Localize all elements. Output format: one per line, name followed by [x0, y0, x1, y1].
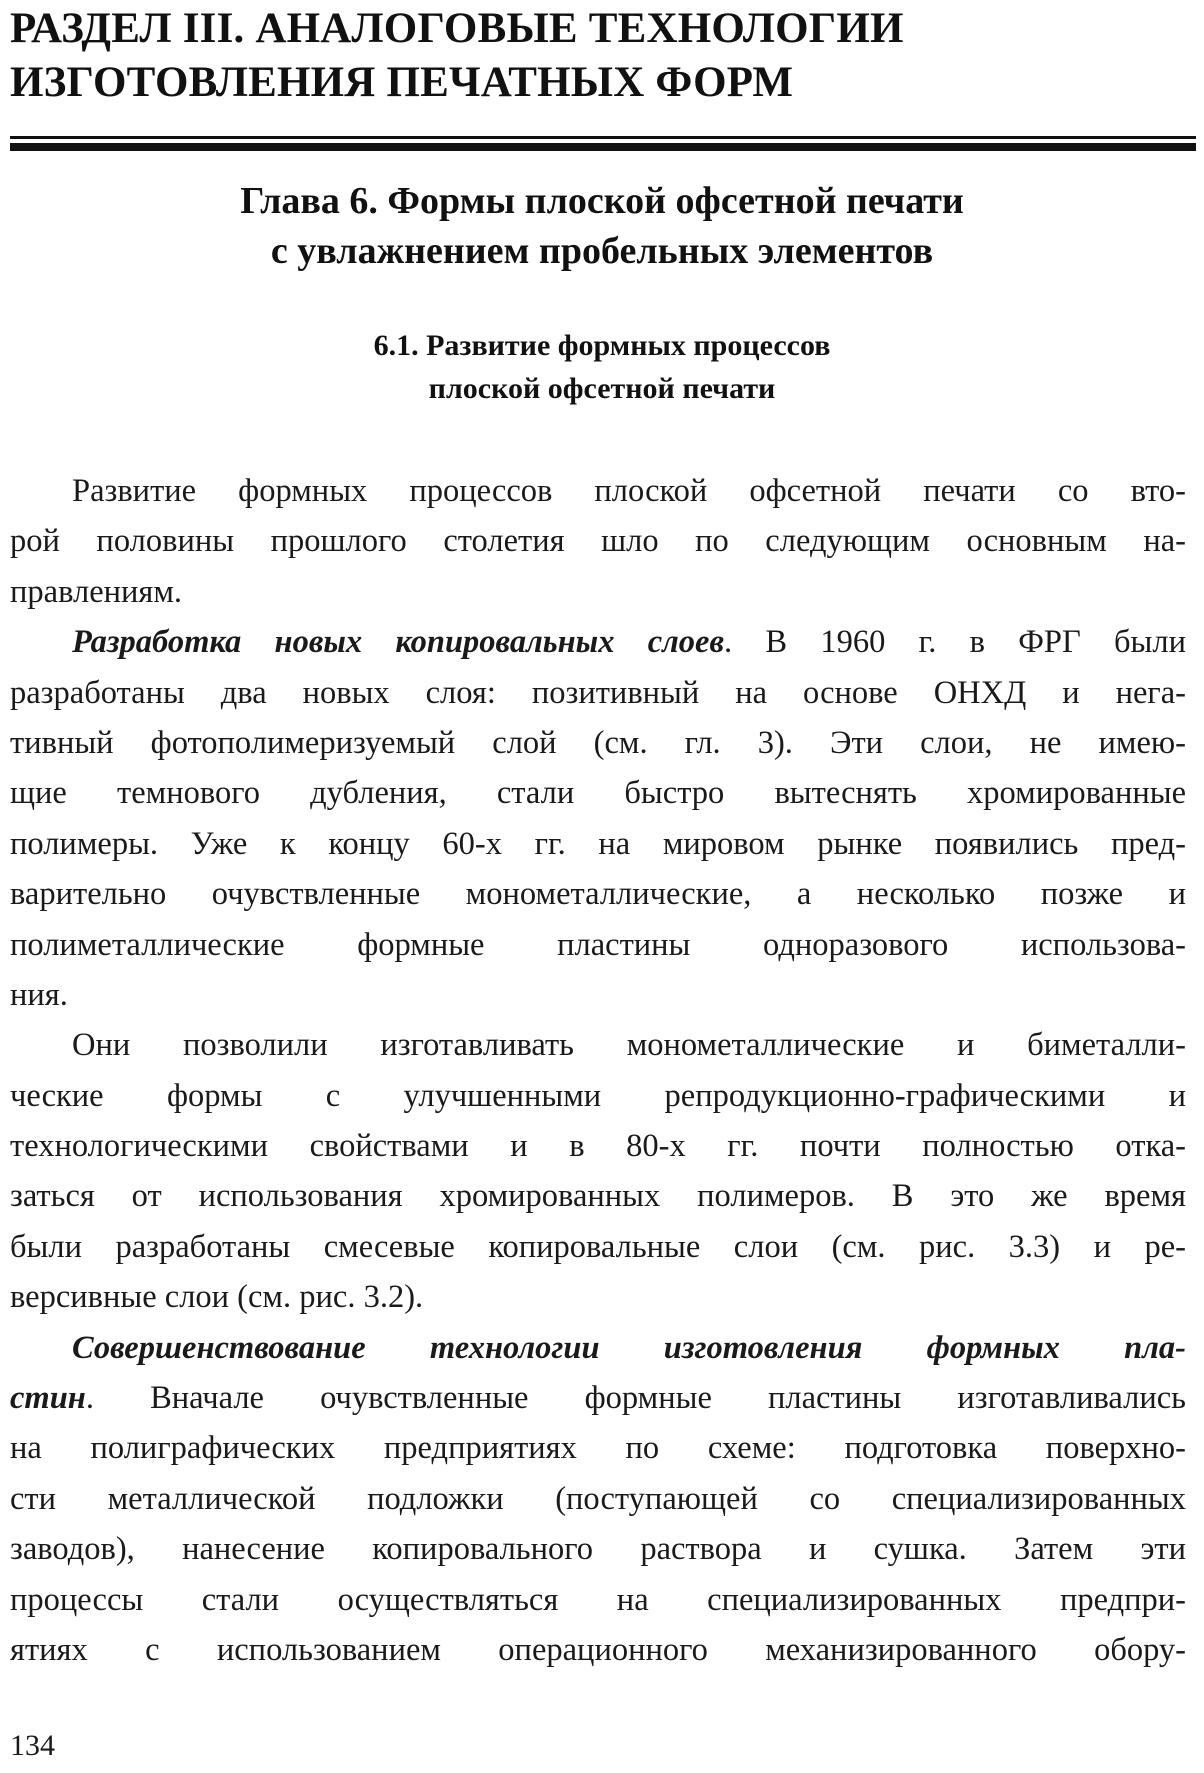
body-line: правлениям. — [10, 573, 183, 610]
body-line: полимеры. Уже к концу 60-х гг. на мировом рынке появились пред- — [10, 825, 1186, 862]
body-line: варительно очувствленные монометаллические, а несколько позже и — [10, 876, 1186, 913]
section-title — [10, 2, 1110, 110]
body-line: заводов), нанесение копировального раствора и сушка. Затем эти — [10, 1531, 1186, 1568]
chapter-title-line-2: с увлажнением пробельных элементов — [270, 230, 934, 272]
body-line: ния. — [10, 976, 68, 1013]
section-title-line-1: РАЗДЕЛ III. АНАЛОГОВЫЕ ТЕХНОЛОГИИ — [10, 5, 904, 52]
body-line: технологическими свойствами и в 80-х гг. почти полностью отка- — [10, 1128, 1186, 1165]
body-line: сти металлической подложки (поступающей со специализированных — [10, 1480, 1186, 1517]
chapter-title — [0, 176, 1204, 276]
section-divider-thick-rule — [10, 143, 1196, 151]
body-text — [10, 466, 1186, 1675]
body-line: были разработаны смесевые копировальные слои (см. рис. 3.3) и ре- — [10, 1228, 1186, 1265]
body-line: щие темнового дубления, стали быстро вытеснять хромированные — [10, 775, 1186, 812]
body-line: Разработка новых копировальных слоев. В 1960 г. в ФРГ были — [72, 624, 1186, 661]
subsection-title-line-1: 6.1. Развитие формных процессов — [373, 329, 831, 362]
page-number: 134 — [10, 1729, 55, 1762]
body-line: стин. Вначале очувствленные формные пластины изготавливались — [10, 1380, 1186, 1417]
body-line: версивные слои (см. рис. 3.2). — [10, 1279, 424, 1316]
subsection-title-line-2: плоской офсетной печати — [428, 372, 776, 405]
section-divider-thin-rule — [10, 136, 1196, 139]
body-line: на полиграфических предприятиях по схеме: подготовка поверхно- — [10, 1430, 1186, 1467]
chapter-title-line-1: Глава 6. Формы плоской офсетной печати — [240, 180, 964, 222]
body-line: полиметаллические формные пластины одноразового использова- — [10, 926, 1186, 963]
body-line: рой половины прошлого столетия шло по следующим основным на- — [10, 523, 1186, 560]
body-line: процессы стали осуществляться на специализированных предпри- — [10, 1581, 1186, 1618]
body-line: заться от использования хромированных полимеров. В это же время — [10, 1178, 1186, 1215]
body-line: ятиях с использованием операционного механизированного обору- — [10, 1631, 1186, 1668]
section-title-line-2: ИЗГОТОВЛЕНИЯ ПЕЧАТНЫХ ФОРМ — [10, 59, 794, 106]
body-line: Они позволили изготавливать монометаллические и биметалли- — [72, 1027, 1186, 1064]
body-line: ческие формы с улучшенными репродукционно-графическими и — [10, 1077, 1186, 1114]
run-in-heading: Разработка новых копировальных слоев — [72, 624, 725, 661]
body-line: разработаны два новых слоя: позитивный на основе ОНХД и нега- — [10, 674, 1186, 711]
subsection-title — [0, 324, 1204, 410]
body-line: тивный фотополимеризуемый слой (см. гл. 3). Эти слои, не имею- — [10, 724, 1186, 761]
run-in-heading: стин — [10, 1380, 86, 1417]
body-line: Развитие формных процессов плоской офсетной печати со вто- — [72, 473, 1186, 509]
body-line — [10, 1323, 1186, 1373]
run-in-heading: Совершенствование технологии изготовления формных пла- — [72, 1329, 1186, 1366]
